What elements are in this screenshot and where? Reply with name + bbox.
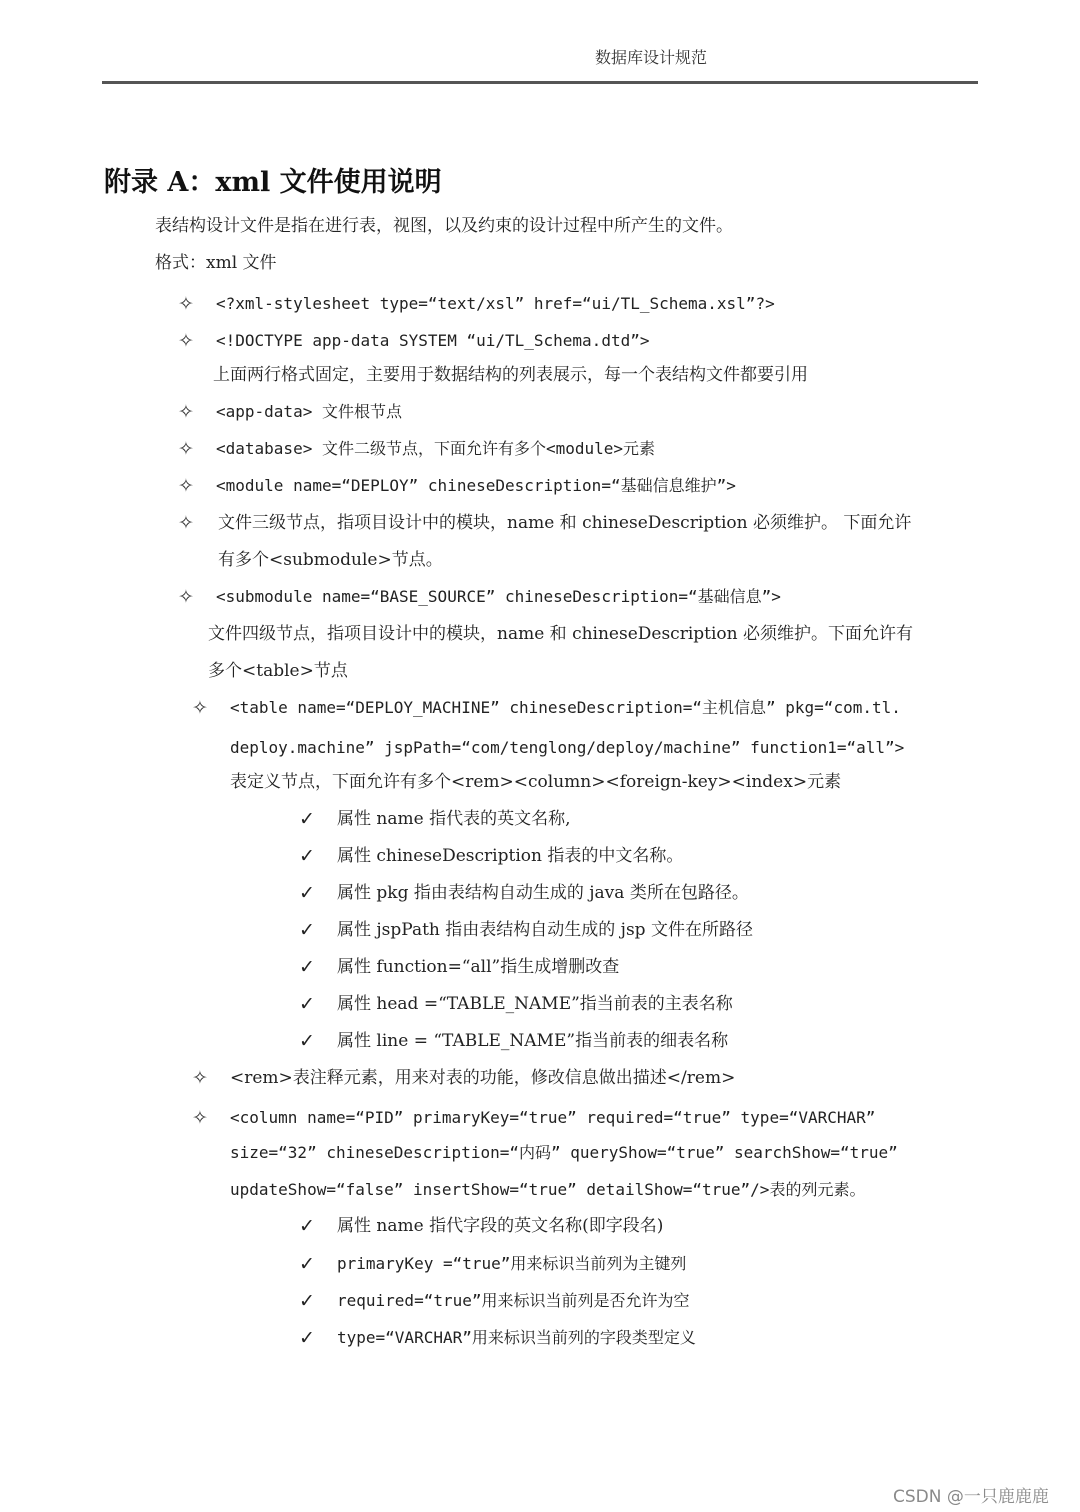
bullet-icon: ✧	[178, 586, 194, 608]
intro-line-1: 表结构设计文件是指在进行表，视图，以及约束的设计过程中所产生的文件。	[155, 216, 733, 236]
list-item-table-line-2: deploy.machine” jspPath=“com/tenglong/deploy/machine” function1=“all”>	[230, 738, 905, 757]
column-attr-name: 属性 name 指代字段的英文名称(即字段名)	[337, 1216, 664, 1236]
checkmark-icon: ✓	[299, 1215, 315, 1237]
list-item-column-line-1: <column name=“PID” primaryKey=“true” required=“true” type=“VARCHAR”	[230, 1108, 876, 1127]
list-item-module: <module name=“DEPLOY” chineseDescription=“基础信息维护”>	[216, 476, 736, 495]
list-item-table-line-1: <table name=“DEPLOY_MACHINE” chineseDescription=“主机信息” pkg=“com.tl.	[230, 698, 901, 717]
table-description: 表定义节点，下面允许有多个<rem><column><foreign-key><index>元素	[230, 772, 842, 792]
bullet-icon: ✧	[178, 475, 194, 497]
checkmark-icon: ✓	[299, 919, 315, 941]
doctype-note: 上面两行格式固定，主要用于数据结构的列表展示，每一个表结构文件都要引用	[213, 365, 808, 385]
section-title: 附录 A：xml 文件使用说明	[104, 167, 442, 198]
table-attr-name: 属性 name 指代表的英文名称,	[337, 809, 571, 829]
bullet-icon: ✧	[178, 438, 194, 460]
list-item-xml-stylesheet: <?xml-stylesheet type=“text/xsl” href=“ui/TL_Schema.xsl”?>	[216, 294, 775, 313]
intro-line-2: 格式：xml 文件	[155, 253, 277, 273]
list-item-column-line-3: updateShow=“false” insertShow=“true” detailShow=“true”/>表的列元素。	[230, 1180, 866, 1199]
submodule-description-line-1: 文件四级节点，指项目设计中的模块，name 和 chineseDescription 必须维护。下面允许有	[208, 624, 914, 644]
bullet-icon: ✧	[192, 697, 208, 719]
checkmark-icon: ✓	[299, 993, 315, 1015]
header-divider	[102, 81, 978, 84]
table-attr-function: 属性 function=“all”指生成增删改查	[337, 957, 620, 977]
checkmark-icon: ✓	[299, 882, 315, 904]
column-attr-primary-key: primaryKey =“true”用来标识当前列为主键列	[337, 1254, 687, 1273]
checkmark-icon: ✓	[299, 1030, 315, 1052]
submodule-description-line-2: 多个<table>节点	[208, 661, 348, 681]
column-attr-type: type=“VARCHAR”用来标识当前列的字段类型定义	[337, 1328, 696, 1347]
bullet-icon: ✧	[178, 330, 194, 352]
table-attr-head: 属性 head =“TABLE_NAME”指当前表的主表名称	[337, 994, 733, 1014]
checkmark-icon: ✓	[299, 956, 315, 978]
checkmark-icon: ✓	[299, 1253, 315, 1275]
table-attr-line: 属性 line = “TABLE_NAME”指当前表的细表名称	[337, 1031, 729, 1051]
bullet-icon: ✧	[178, 293, 194, 315]
list-item-doctype: <!DOCTYPE app-data SYSTEM “ui/TL_Schema.dtd”>	[216, 331, 650, 350]
checkmark-icon: ✓	[299, 845, 315, 867]
checkmark-icon: ✓	[299, 1327, 315, 1349]
table-attr-jsppath: 属性 jspPath 指由表结构自动生成的 jsp 文件在所路径	[337, 920, 753, 940]
bullet-icon: ✧	[178, 401, 194, 423]
module-description-line-2: 有多个<submodule>节点。	[218, 550, 443, 570]
checkmark-icon: ✓	[299, 1290, 315, 1312]
bullet-icon: ✧	[192, 1067, 208, 1089]
list-item-submodule: <submodule name=“BASE_SOURCE” chineseDescription=“基础信息”>	[216, 587, 781, 606]
module-description-line-1: 文件三级节点，指项目设计中的模块，name 和 chineseDescription 必须维护。 下面允许	[218, 513, 912, 533]
bullet-icon: ✧	[178, 512, 194, 534]
footer-watermark: CSDN @一只鹿鹿鹿	[893, 1487, 1049, 1507]
bullet-icon: ✧	[192, 1107, 208, 1129]
list-item-database: <database> 文件二级节点，下面允许有多个<module>元素	[216, 439, 656, 458]
table-attr-pkg: 属性 pkg 指由表结构自动生成的 java 类所在包路径。	[337, 883, 749, 903]
list-item-column-line-2: size=“32” chineseDescription=“内码” queryShow=“true” searchShow=“true”	[230, 1143, 898, 1162]
page-header-title: 数据库设计规范	[595, 48, 708, 67]
list-item-app-data: <app-data> 文件根节点	[216, 402, 402, 421]
list-item-rem: <rem>表注释元素，用来对表的功能，修改信息做出描述</rem>	[230, 1068, 736, 1088]
column-attr-required: required=“true”用来标识当前列是否允许为空	[337, 1291, 690, 1310]
checkmark-icon: ✓	[299, 808, 315, 830]
table-attr-chinese-description: 属性 chineseDescription 指表的中文名称。	[337, 846, 684, 866]
